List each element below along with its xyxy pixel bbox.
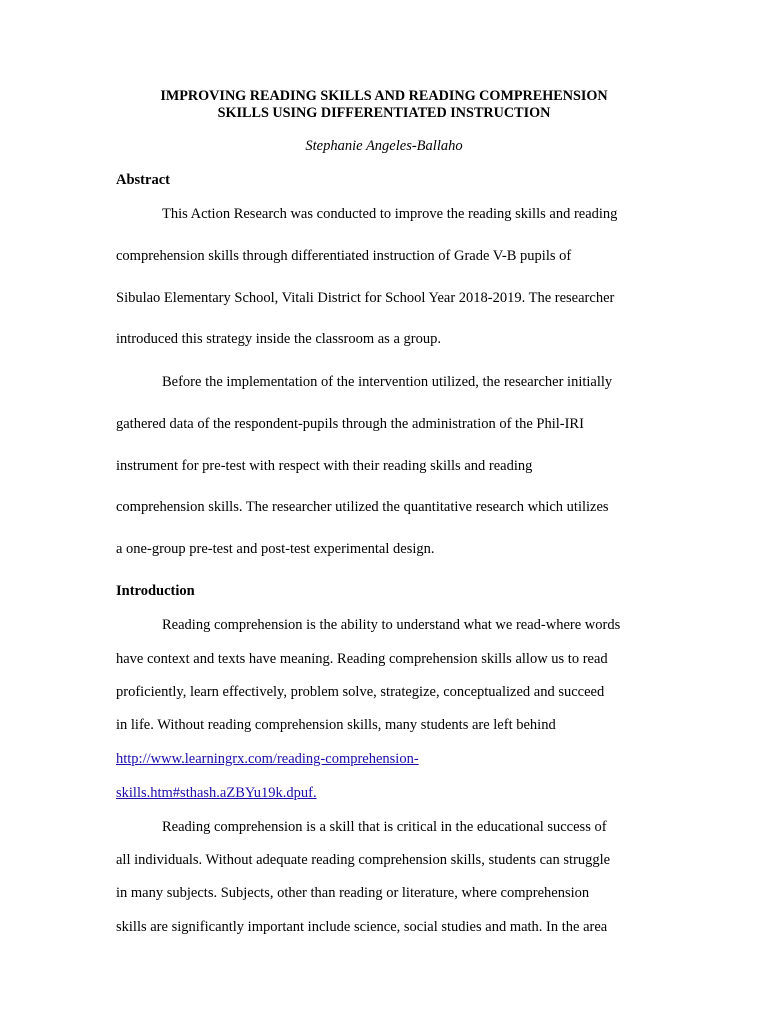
abstract-line: comprehension skills. The researcher utilized the quantitative research which utilizes bbox=[116, 499, 609, 515]
introduction-line: in many subjects. Subjects, other than reading or literature, where comprehension bbox=[116, 885, 590, 901]
abstract-heading: Abstract bbox=[116, 172, 170, 188]
title-line-1: IMPROVING READING SKILLS AND READING COMPREHENSION bbox=[160, 88, 608, 104]
introduction-line: skills are significantly important include science, social studies and math. In the area bbox=[116, 919, 608, 935]
abstract-line: comprehension skills through differentiated instruction of Grade V-B pupils of bbox=[116, 248, 572, 264]
author-name: Stephanie Angeles-Ballaho bbox=[305, 138, 463, 154]
reference-link-part-2[interactable]: skills.htm#sthash.aZBYu19k.dpuf. bbox=[116, 785, 317, 801]
introduction-line: Reading comprehension is a skill that is critical in the educational success of bbox=[162, 819, 607, 835]
abstract-line: gathered data of the respondent-pupils through the administration of the Phil-IRI bbox=[116, 416, 584, 432]
document-title bbox=[0, 88, 768, 122]
introduction-line: have context and texts have meaning. Reading comprehension skills allow us to read bbox=[116, 651, 608, 667]
reference-link-part-1[interactable]: http://www.learningrx.com/reading-comprehension- bbox=[116, 751, 419, 767]
abstract-line: a one-group pre-test and post-test experimental design. bbox=[116, 541, 435, 557]
introduction-line: Reading comprehension is the ability to understand what we read-where words bbox=[162, 617, 621, 633]
abstract-line: This Action Research was conducted to improve the reading skills and reading bbox=[162, 206, 618, 222]
title-line-2: SKILLS USING DIFFERENTIATED INSTRUCTION bbox=[217, 105, 551, 121]
introduction-line: in life. Without reading comprehension skills, many students are left behind bbox=[116, 717, 556, 733]
abstract-line: instrument for pre-test with respect with their reading skills and reading bbox=[116, 458, 533, 474]
introduction-line: all individuals. Without adequate reading comprehension skills, students can struggle bbox=[116, 852, 611, 868]
introduction-line: proficiently, learn effectively, problem solve, strategize, conceptualized and succeed bbox=[116, 684, 605, 700]
abstract-line: introduced this strategy inside the classroom as a group. bbox=[116, 331, 441, 347]
introduction-heading: Introduction bbox=[116, 583, 195, 599]
abstract-line: Before the implementation of the intervention utilized, the researcher initially bbox=[162, 374, 613, 390]
abstract-line: Sibulao Elementary School, Vitali District for School Year 2018-2019. The researcher bbox=[116, 290, 615, 306]
